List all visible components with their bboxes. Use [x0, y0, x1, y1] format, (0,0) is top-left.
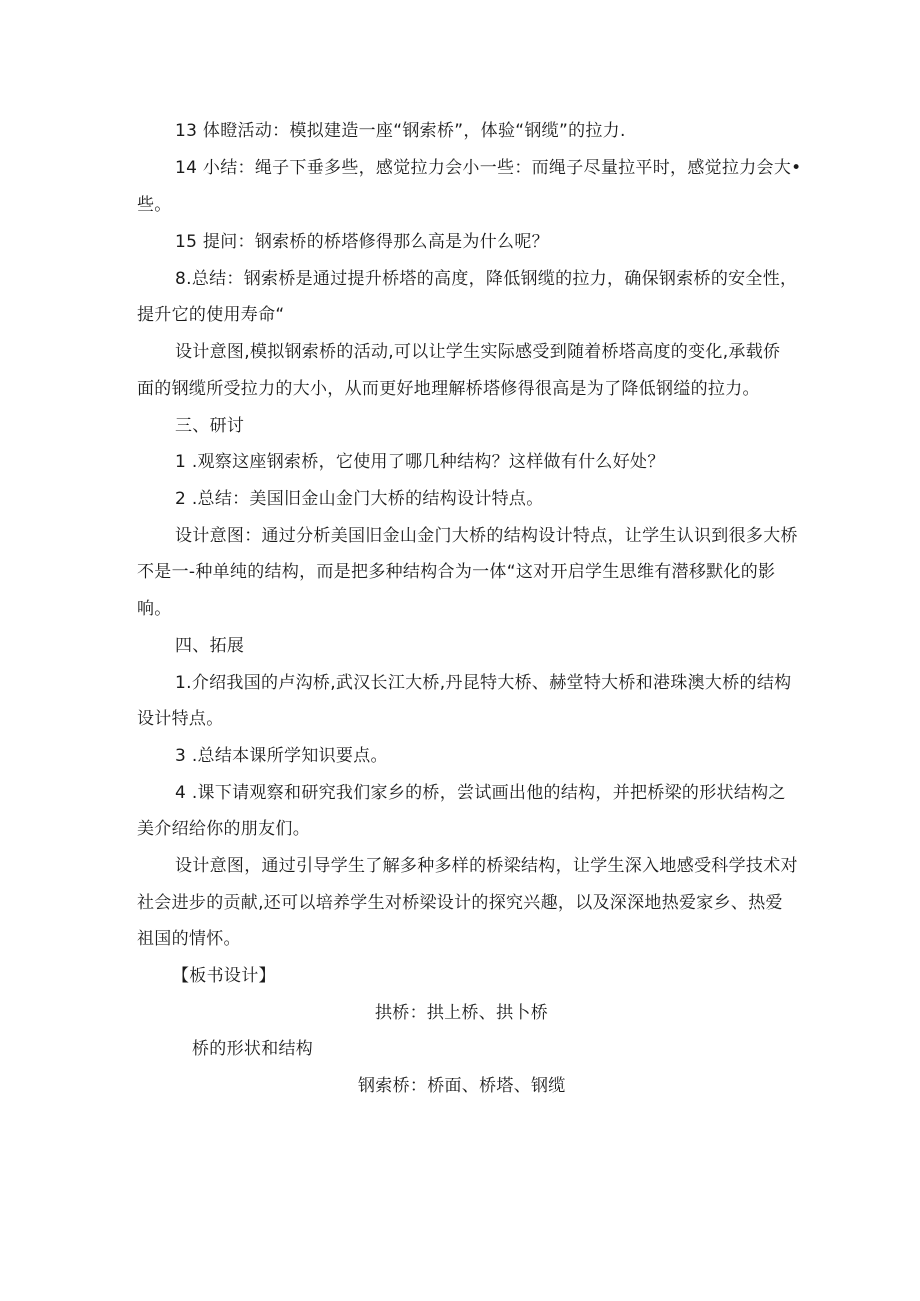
extension-item-1: 1.介绍我国的卢沟桥,武汉长江大桥,丹昆特大桥、赫堂特大桥和港珠澳大桥的结构 — [175, 673, 792, 693]
section-heading-extension: 四、拓展 — [175, 636, 245, 656]
discussion-item-1: 1 .观察这座钢索桥，它使用了哪几种结构？这样做有什么好处？ — [175, 452, 665, 472]
board-arch-bridge: 拱桥：拱上桥、拱卜桥 — [375, 1003, 548, 1023]
step-13-activity: 13 体瞪活动：模拟建造一座“钢索桥”，体验“钢缆”的拉力. — [175, 121, 626, 141]
step-8-conclusion-cont: 提升它的使用寿命“ — [137, 305, 285, 325]
step-8-conclusion: 8.总结：钢索桥是通过提升桥塔的高度，降低钢缆的拉力，确保钢索桥的安全性， — [175, 269, 798, 289]
design-intent-1: 设计意图,模拟钢索桥的活动,可以让学生实际感受到随着桥塔高度的变化,承载侨 — [175, 342, 781, 362]
extension-item-1-cont: 设计特点。 — [137, 709, 224, 729]
extension-item-4-cont: 美介绍给你的朋友们。 — [137, 819, 310, 839]
design-intent-2-cont: 不是一-种单纯的结构，而是把多种结构合为一体“这对开启学生思维有潜移默化的影 — [137, 562, 776, 582]
design-intent-3-cont: 社会进步的贡献,还可以培养学生对桥梁设计的探究兴趣，以及深深地热爱家乡、热爱 — [137, 893, 783, 913]
extension-item-4: 4 .课下请观察和研究我们家乡的桥，尝试画出他的结构，并把桥梁的形状结构之 — [175, 783, 786, 803]
design-intent-3-end: 祖国的情怀。 — [137, 929, 241, 949]
design-intent-3: 设计意图，通过引导学生了解多种多样的桥梁结构，让学生深入地感受科学技术对 — [175, 856, 798, 876]
step-14-summary-cont: 些。 — [137, 195, 172, 215]
section-heading-discussion: 三、研讨 — [175, 416, 245, 436]
extension-item-3: 3 .总结本课所学知识要点。 — [175, 746, 388, 766]
step-14-summary: 14 小结：绳子下垂多些，感觉拉力会小一些：而绳子尽量拉平时，感觉拉力会大• — [175, 158, 802, 178]
design-intent-2-end: 响。 — [137, 599, 172, 619]
board-title: 桥的形状和结构 — [192, 1039, 314, 1059]
step-15-question: 15 提问：钢索桥的桥塔修得那么高是为什么呢？ — [175, 232, 549, 252]
discussion-item-2: 2 .总结：美国旧金山金门大桥的结构设计特点。 — [175, 489, 544, 509]
board-design-heading: 【板书设计】 — [172, 966, 276, 986]
design-intent-1-cont: 面的钢缆所受拉力的大小，从而更好地理解桥塔修得很高是为了降低钢缢的拉力。 — [137, 379, 760, 399]
board-cable-bridge: 钢索桥：桥面、桥塔、钢缆 — [358, 1076, 566, 1096]
design-intent-2: 设计意图：通过分析美国旧金山金门大桥的结构设计特点，让学生认识到很多大桥 — [175, 526, 798, 546]
